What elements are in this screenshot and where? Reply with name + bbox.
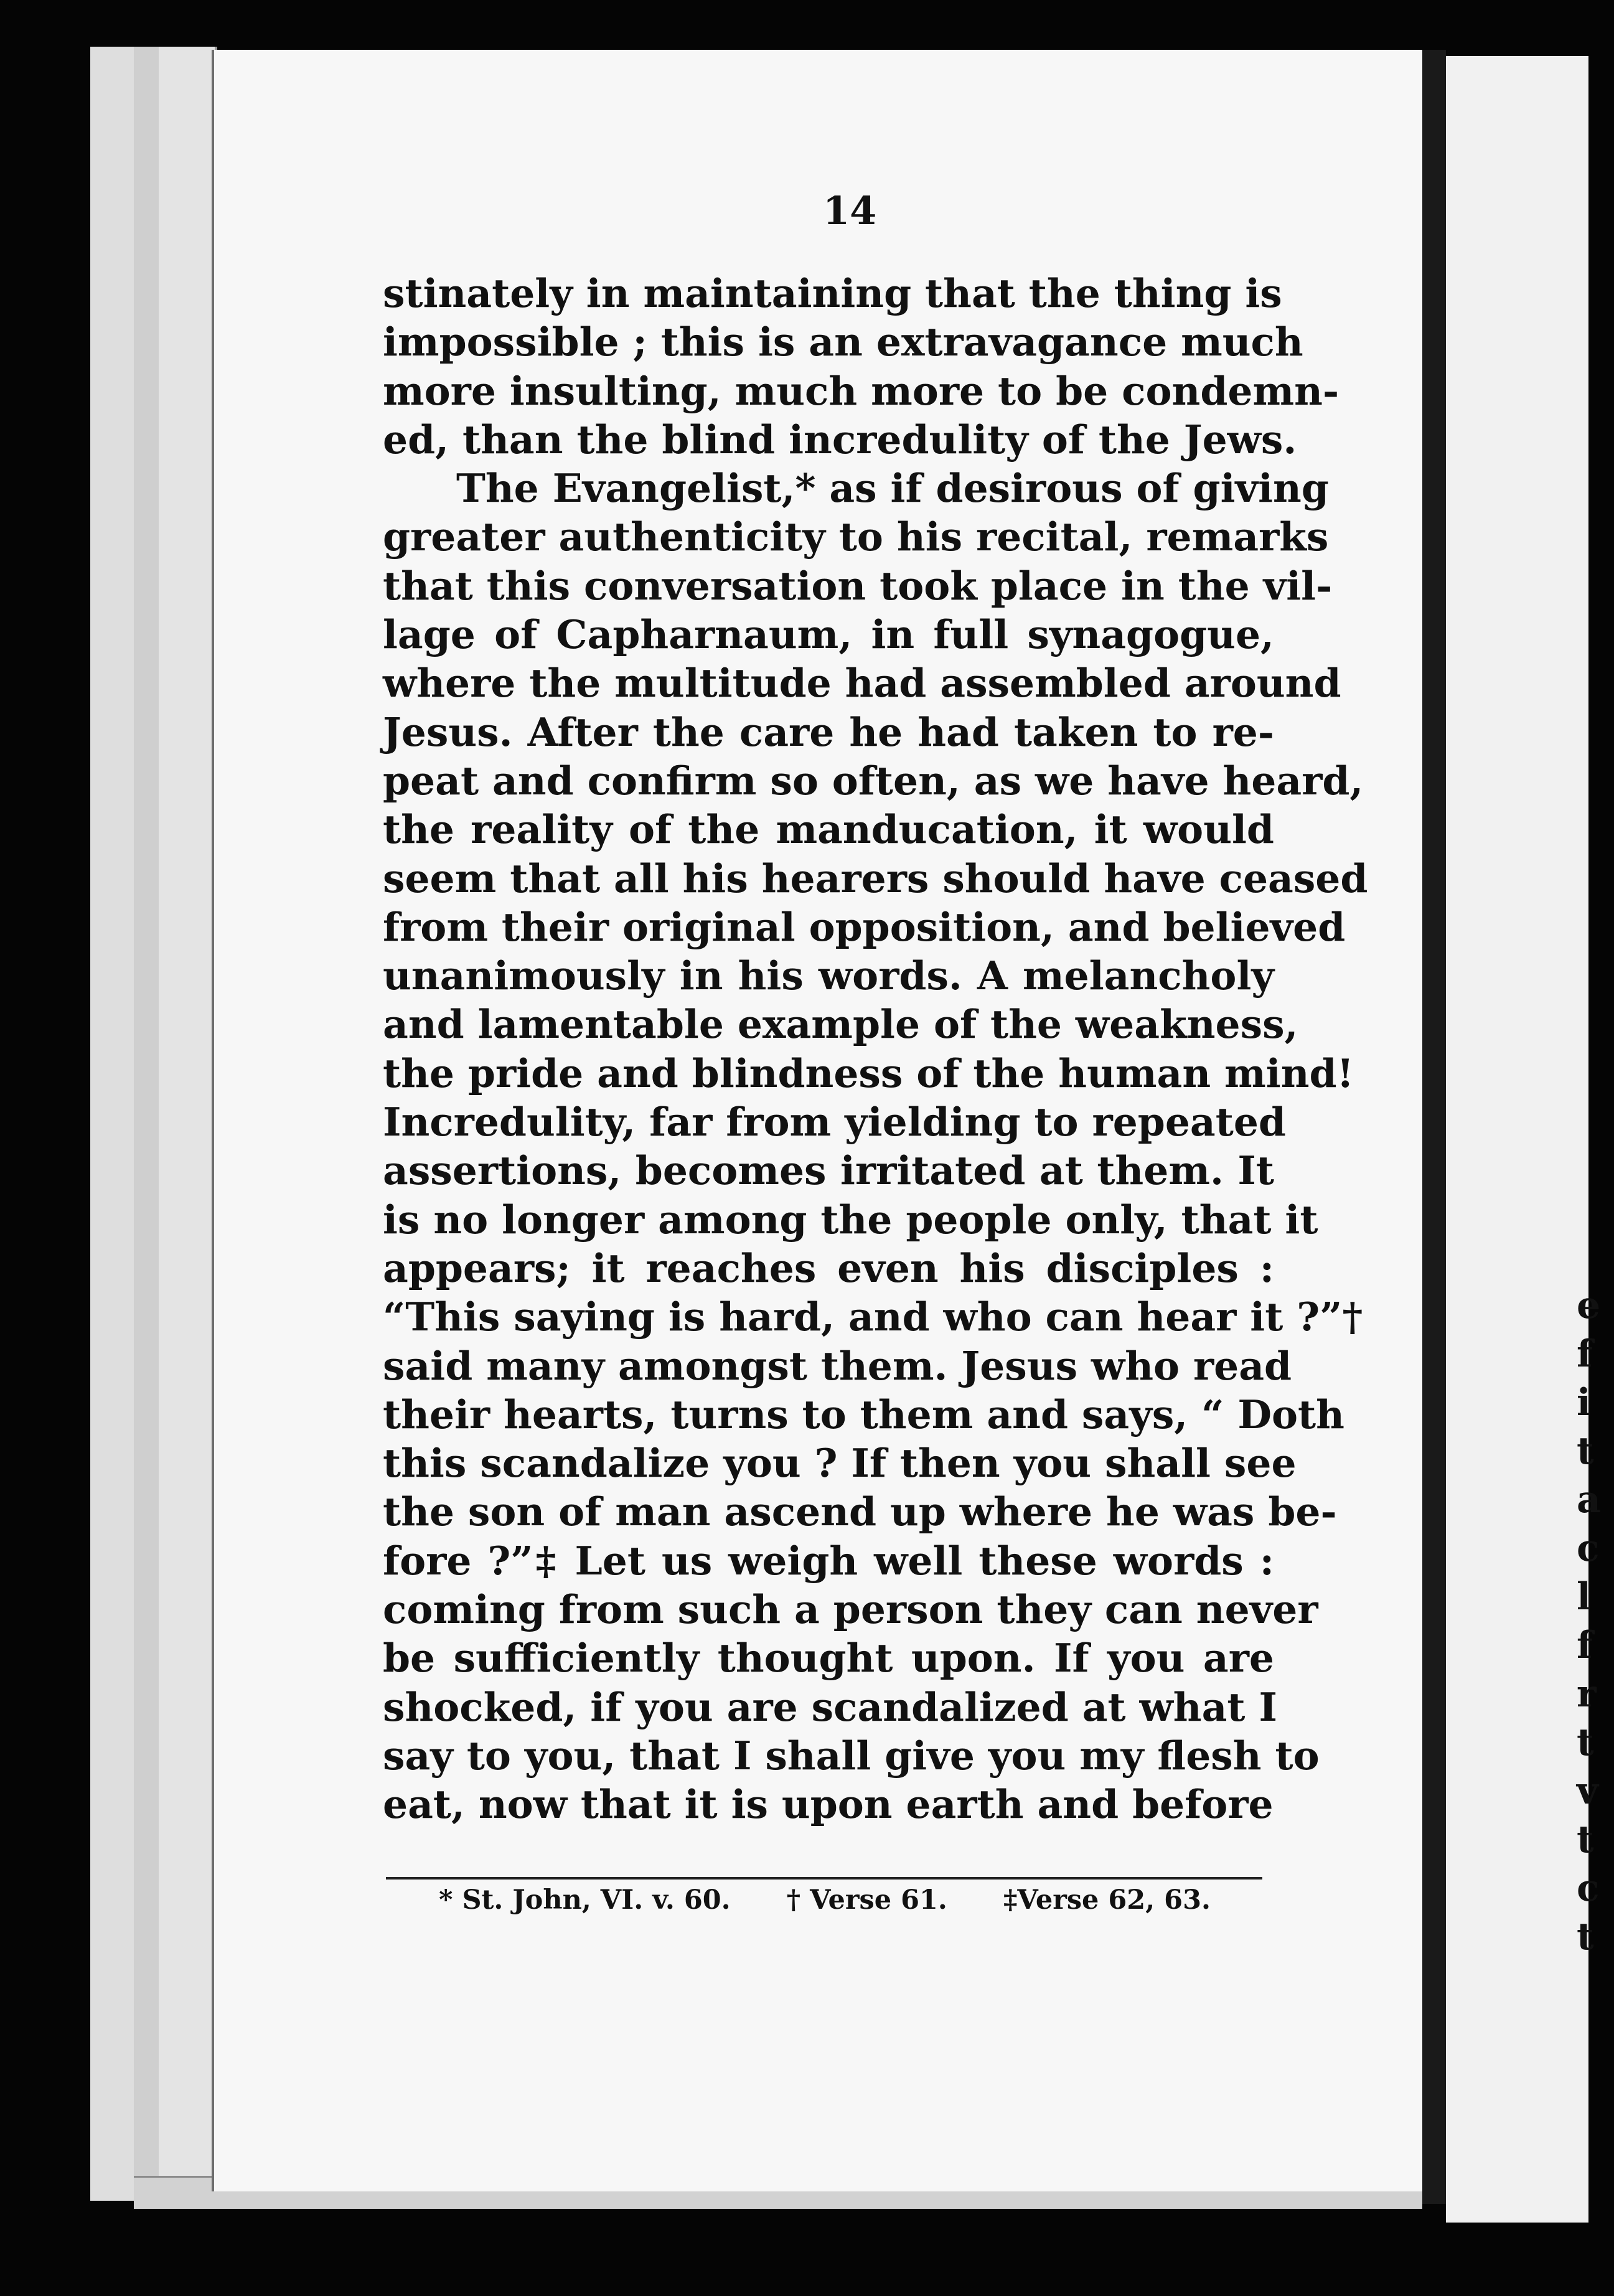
text-line: the reality of the manducation, it would <box>383 806 1274 853</box>
text-line: assertions, becomes irritated at them. It <box>383 1147 1274 1194</box>
facing-page-letter: v <box>1577 1769 1598 1813</box>
text-line: this scandalize you ? If then you shall see <box>383 1440 1297 1487</box>
footnote-2: † Verse 61. <box>786 1884 947 1916</box>
page-stack-edge <box>134 47 161 2201</box>
footnotes <box>439 1884 1211 1916</box>
body-text <box>383 269 1368 1829</box>
text-line: ed, than the blind incredulity of the Jews. <box>383 416 1297 463</box>
text-line: is no longer among the people only, that it <box>383 1196 1318 1243</box>
footnote-rule <box>386 1877 1262 1880</box>
text-line: and lamentable example of the weakness, <box>383 1001 1298 1048</box>
text-line: fore ?”‡ Let us weigh well these words : <box>383 1537 1274 1584</box>
text-line: the pride and blindness of the human mind! <box>383 1050 1354 1096</box>
facing-page-letter: i <box>1577 1381 1591 1424</box>
facing-page-letter: c <box>1577 1866 1600 1910</box>
text-line: said many amongst them. Jesus who read <box>383 1342 1292 1389</box>
facing-page-letter: l <box>1577 1575 1591 1619</box>
book-spine <box>1422 50 1446 2204</box>
text-line: “This saying is hard, and who can hear it ?”† <box>383 1294 1363 1340</box>
text-line: eat, now that it is upon earth and before <box>383 1781 1274 1828</box>
facing-page-text <box>1577 1281 1614 1961</box>
facing-page-letter: f <box>1577 1624 1593 1667</box>
text-line: their hearts, turns to them and says, “ Doth <box>383 1391 1344 1437</box>
text-line: where the multitude had assembled around <box>383 660 1341 707</box>
text-line: coming from such a person they can never <box>383 1586 1318 1633</box>
text-line: The Evangelist,* as if desirous of giving <box>456 465 1329 512</box>
text-line: appears; it reaches even his disciples : <box>383 1244 1274 1291</box>
page-stack-edge <box>90 47 136 2201</box>
page-number: 14 <box>823 188 877 233</box>
text-line: the son of man ascend up where he was be- <box>383 1489 1337 1535</box>
text-line: peat and confirm so often, as we have heard, <box>383 757 1364 804</box>
facing-page-letter: f <box>1577 1332 1593 1376</box>
text-line: seem that all his hearers should have ceased <box>383 855 1368 901</box>
facing-page <box>1446 56 1601 2223</box>
text-line: Incredulity, far from yielding to repeated <box>383 1099 1286 1146</box>
text-line: impossible ; this is an extravagance much <box>383 319 1303 365</box>
footnote-1: * St. John, VI. v. 60. <box>439 1884 731 1916</box>
facing-page-letter: c <box>1577 1527 1600 1570</box>
text-line: from their original opposition, and believed <box>383 903 1346 950</box>
text-line: that this conversation took place in the vil- <box>383 562 1333 609</box>
text-line: say to you, that I shall give you my flesh to <box>383 1732 1320 1779</box>
page-stack-edge <box>159 47 217 2201</box>
facing-page-letter: r <box>1577 1672 1597 1716</box>
facing-page-letter: a <box>1577 1478 1601 1522</box>
facing-page-letter: t <box>1577 1721 1594 1764</box>
footnote-3: ‡Verse 62, 63. <box>1003 1884 1211 1916</box>
text-line: shocked, if you are scandalized at what I <box>383 1683 1277 1730</box>
facing-page-letter: t <box>1577 1429 1594 1473</box>
text-line: Jesus. After the care he had taken to re- <box>383 708 1274 755</box>
text-line: more insulting, much more to be condemn- <box>383 367 1340 414</box>
facing-page-letter: e <box>1577 1284 1601 1327</box>
facing-page-letter: t <box>1577 1915 1594 1959</box>
facing-page-letter: t <box>1577 1818 1594 1861</box>
text-line: lage of Capharnaum, in full synagogue, <box>383 611 1274 658</box>
text-line: unanimously in his words. A melancholy <box>383 953 1274 999</box>
text-line: be sufficiently thought upon. If you are <box>383 1635 1274 1682</box>
text-line: stinately in maintaining that the thing is <box>383 270 1282 316</box>
text-line: greater authenticity to his recital, remarks <box>383 514 1329 560</box>
